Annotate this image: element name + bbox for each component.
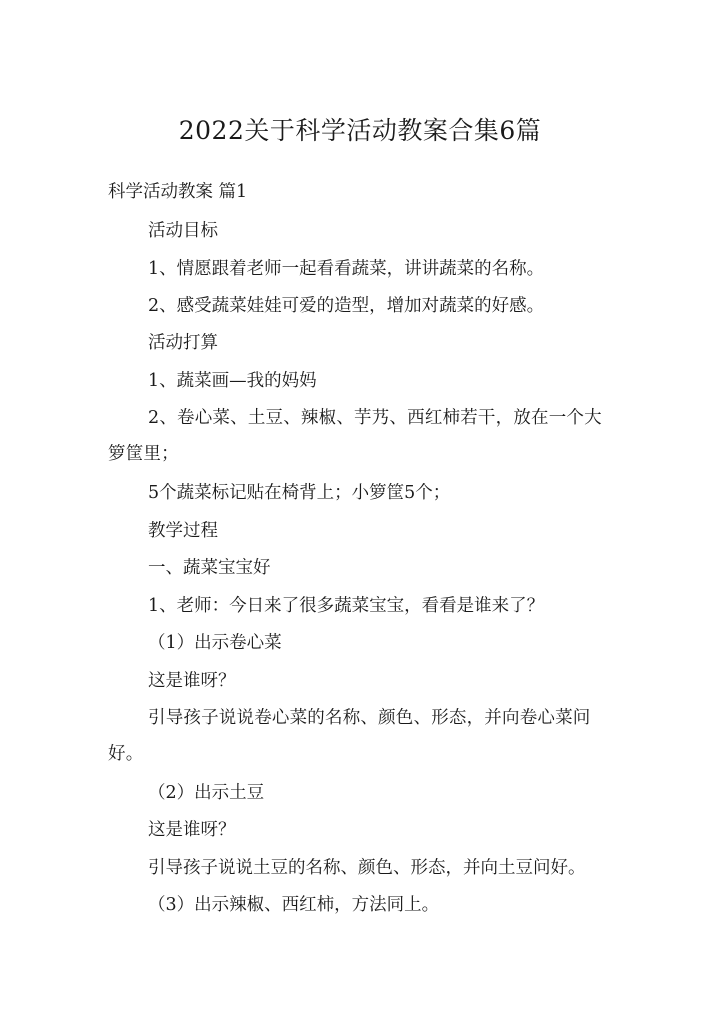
paragraph-10: 1、老师：今日来了很多蔬菜宝宝，看看是谁来了？ — [148, 596, 545, 616]
document-title: 2022关于科学活动教案合集6篇 — [178, 116, 542, 145]
paragraph-17: （3）出示辣椒、西红柿，方法同上。 — [148, 895, 440, 915]
paragraph-16: 引导孩子说说土豆的名称、颜色、形态，并向土豆问好。 — [148, 858, 586, 878]
section-heading: 科学活动教案 篇1 — [108, 182, 248, 202]
paragraph-8: 教学过程 — [148, 521, 218, 541]
paragraph-13: 引导孩子说说卷心菜的名称、颜色、形态，并向卷心菜问好。 — [108, 708, 591, 764]
paragraph-4: 活动打算 — [148, 333, 218, 353]
paragraph-1: 活动目标 — [148, 221, 218, 241]
paragraph-7: 5个蔬菜标记贴在椅背上；小箩筐5个； — [148, 483, 451, 503]
paragraph-14: （2）出示土豆 — [148, 783, 265, 803]
paragraph-6: 2、卷心菜、土豆、辣椒、芋艿、西红柿若干，放在一个大箩筐里； — [108, 408, 602, 464]
paragraph-5: 1、蔬菜画—我的妈妈 — [148, 371, 317, 391]
paragraph-12: 这是谁呀？ — [148, 671, 236, 691]
paragraph-15: 这是谁呀？ — [148, 820, 236, 840]
paragraph-9: 一、蔬菜宝宝好 — [148, 558, 271, 578]
paragraph-2: 1、情愿跟着老师一起看看蔬菜，讲讲蔬菜的名称。 — [148, 259, 545, 279]
paragraph-11: （1）出示卷心菜 — [148, 633, 282, 653]
paragraph-3: 2、感受蔬菜娃娃可爱的造型，增加对蔬菜的好感。 — [148, 296, 545, 316]
